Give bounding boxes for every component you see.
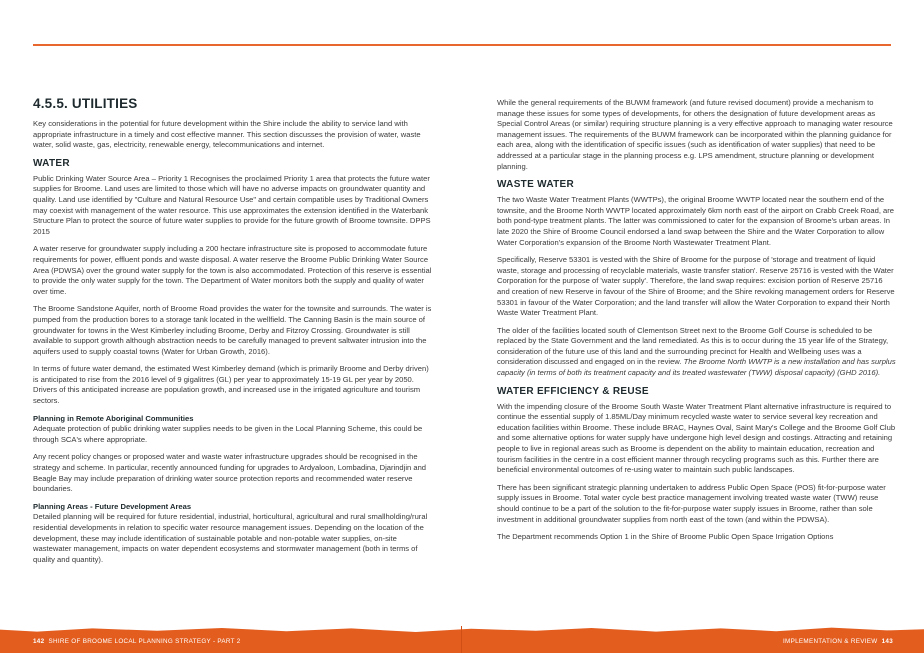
intro-paragraph: Key considerations in the potential for future development within the Shire include the ability to service land with appropriate infrastructure in a timely and cost effective manner. This section discusses the provision of water, waste water, solid waste, gas, electricity, renewable energy, telecommunications and internet. (33, 119, 421, 150)
footer-band (0, 626, 924, 653)
paragraph: A water reserve for groundwater supply including a 200 hectare infrastructure site is proposed to accommodate future requirements for power, effluent ponds and waste disposal. A water reserve the Broome Public Drinking Water Source Area (PDWSA) over the ground water supply for the town is also accommodated. Protection of this reserve is essential to provide the only water supply for the town. The Department of Water monitors both the supply and quality of water over time. (33, 244, 432, 296)
document-title: SHIRE OF BROOME LOCAL PLANNING STRATEGY - PART 2 (48, 638, 241, 645)
page-number-right: 143 (881, 638, 893, 645)
right-column (497, 98, 897, 550)
chapter-title: IMPLEMENTATION & REVIEW (783, 638, 878, 645)
water-efficiency-heading: WATER EFFICIENCY & REUSE (497, 385, 649, 397)
paragraph: The Broome Sandstone Aquifer, north of Broome Road provides the water for the townsite and surrounds. The water is pumped from the production bores to a storage tank located in the wellfield. The Canning Basin is the main source of groundwater for towns in the West Kimberley including Broome, Derby and Fitzroy Crossing. Groundwater is still available to support growth although abstraction needs to be carefully managed to prevent saltwater intrusion into the aquifers used to supply coastal towns (Water for Urban Growth, 2016). (33, 304, 432, 356)
brush-edge (0, 626, 924, 634)
italic-note: The Broome North WWTP is a new installation and has surplus capacity (in terms of both its treatment capacity and its treated wastewater (TWW) disposal capacity) (GHD 2016). (497, 357, 896, 378)
header-rule (33, 44, 891, 46)
section-title: 4.5.5. UTILITIES (33, 96, 138, 111)
paragraph: The two Waste Water Treatment Plants (WWTPs), the original Broome WWTP located near the southern end of the townsite, and the Broome North WWTP located approximately 6km north east of the airport on Crabb Creek Road, are both pond-type treatment plants. The latter was commissioned to cater for the expansion of Broome's urban areas. In late 2020 the Shire of Broome Council endorsed a land swap between the Shire and the Water Corporation to allow Water Corporation's expansion of the Broome North Wastewater Treatment Plant. (497, 195, 895, 247)
paragraph: Specifically, Reserve 53301 is vested with the Shire of Broome for the purpose of 'storage and treatment of liquid waste, storage and processing of recyclable materials, waste transfer station'. Reserve 25716 is vested with the Water Corporation for the purpose of 'water supply'. Therefore, the land swap requires: excision portion of Reserve 25716 and creation of new Reserve in favour of the Shire of Broome; and the Shire revoking management orders for Reserve 53301 in favour of the Water Corporation; and the land transfer will allow the Water Corporation to expand their North Waste Water Treatment Plant. (497, 255, 895, 318)
paragraph: Public Drinking Water Source Area – Priority 1 Recognises the proclaimed Priority 1 area that protects the future water supplies for Broome. Land uses are limited to those which will have no adverse impacts on groundwater quantity and quality. Land use identified by "Culture and Natural Resource Use" and certain compatible uses by Traditional Owners may coexist with management of the water resource. This use approximates the extension identified in the Waterbank Structure Plan to protect the source of future water supplies to provide for the future growth of Broome townsite. DPPS 2015 (33, 173, 431, 236)
remote-communities-subheading: Planning in Remote Aboriginal Communities (33, 413, 194, 423)
paragraph: While the general requirements of the BUWM framework (and future revised document) provide a mechanism to manage these issues for some types of developments, for others the designation of future development areas as Special Control Areas (or similar) requiring structure planning is a very effective approach to managing water resource management issues. The requirements of the BUWM framework can be incorporated within the planning guidance for each area, along with the identification of specific issues (such as identification of water supplies) that need to be addressed at a particular stage in the planning process e.g. LPS amendment, structure planning or development planning. (497, 98, 893, 171)
waste-water-heading: WASTE WATER (497, 179, 575, 191)
paragraph: Adequate protection of public drinking water supplies needs to be given in the Local Planning Scheme, this could be through SCA's where appropriate. (33, 424, 423, 444)
left-column (33, 97, 433, 572)
paragraph: Detailed planning will be required for future residential, industrial, horticultural, agricultural and rural smallholding/rural residential developments in relation to specific water resource management issues. Depending on the location of the development, these may include identification of sustainable potable and non-potable water supplies, on-site wastewater management, impacts on water dependent ecosystems and stormwater management (both in terms of quality and quantity). (33, 512, 428, 564)
page-number-left: 142 (33, 638, 45, 645)
paragraph: The Department recommends Option 1 in the Shire of Broome Public Open Space Irrigation Options (497, 532, 834, 542)
paragraph: With the impending closure of the Broome South Waste Water Treatment Plant alternative infrastructure is required to continue the essential supply of 1.85ML/Day minimum recycled waste water to service several key recreation and education facilities within Broome. These include BRAC, Haynes Oval, Saint Mary's College and the Broome Golf Club and some alternative options for water supply have undergone high level design and costings. Attracting and retaining people to live in regional areas such as Broome is dependent on the ability to maintain education, recreation and tourism facilities in the centre in a cost efficient manner through recycling programs such as this. Further there are beneficial environmental outcomes of re-using water to maintain such public landscapes. (497, 401, 896, 475)
paragraph: In terms of future water demand, the estimated West Kimberley demand (which is primarily Broome and Derby driven) is anticipated to rise from the 2016 level of 9 gigalitres (GL) per year to approximately 15-19 GL per year by 2050. Drivers of this anticipated increase are population growth, and increased use in the irrigated agriculture and tourism sectors. (33, 364, 429, 406)
paragraph: Any recent policy changes or proposed water and waste water infrastructure upgrades should be recognised in the strategy and scheme. In particular, recently announced funding for upgrades to Ardyaloon, Lombadina, Djarindjin and Beagle Bay may include preparation of drinking water source protection reports and recommended water reserve boundaries. (33, 452, 427, 494)
paragraph-text: The older of the facilities located south of Clementson Street next to the Broome Golf Course is scheduled to be replaced by the State Government and the land remediated. As this is to occur during the 15 year life of the Strategy, consideration of the future use of this land and the surrounding precinct for Health and Wellbeing uses was a consideration discussed and engaged on in the review. (497, 325, 889, 367)
paragraph: There has been significant strategic planning undertaken to address Public Open Space (POS) fit-for-purpose water supply issues in Broome. Total water cycle best practice management involving treated waste water (TWW) reuse should continue to be a part of the solution to the fit-for-purpose water supply issues in Broome, rather than sole investment in additional groundwater supplies from north east of the town (and within the PDWSA). (497, 482, 886, 524)
water-heading: WATER (33, 157, 70, 169)
footer-left (33, 638, 241, 645)
future-development-subheading: Planning Areas - Future Development Areas (33, 501, 192, 511)
footer-right (783, 638, 893, 645)
paragraph (497, 326, 897, 379)
page-gutter (461, 626, 462, 653)
